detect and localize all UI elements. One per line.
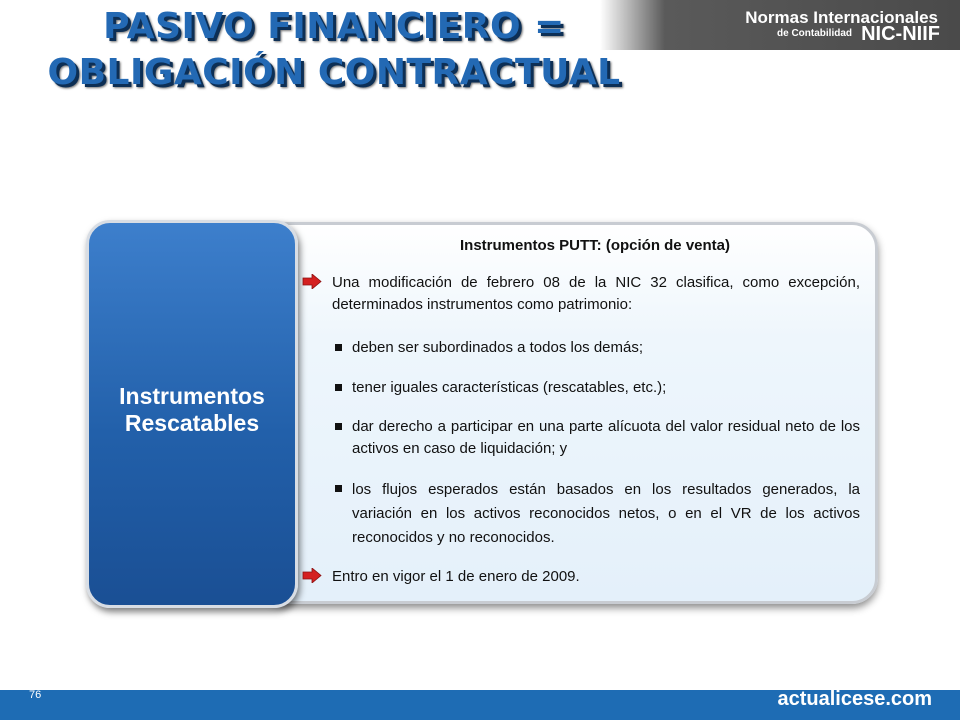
list-item: [352, 478, 860, 550]
list-item: [352, 377, 860, 399]
list-item: [352, 337, 860, 359]
content-heading: Instrumentos PUTT: (opción de venta): [459, 237, 730, 254]
brand-line-2-large: NIC-NIIF: [861, 23, 940, 45]
red-arrow-icon: [302, 274, 322, 289]
paragraph-1: [332, 272, 860, 316]
brand-line-2-small: de Contabilidad: [777, 28, 852, 39]
square-bullet-icon: [335, 344, 342, 351]
list-item-text: deben ser subordinados a todos los demás;: [352, 339, 644, 356]
side-label: [89, 383, 295, 437]
square-bullet-icon: [335, 384, 342, 391]
site-logo-text: actualicese.com: [777, 688, 932, 710]
slide-title: [14, 4, 654, 96]
list-item-text: tener iguales características (rescatables, etc.);: [352, 379, 667, 396]
list-item-text: los flujos esperados están basados en los resultados generados, la variación en los activos reconocidos netos, o en el VR de los activos reconocidos y no reconocidos.: [352, 481, 860, 546]
paragraph-1-text: Una modificación de febrero 08 de la NIC 32 clasifica, como excepción, determinados instrumentos como patrimonio:: [332, 274, 860, 313]
title-line-1: PASIVO FINANCIERO =: [103, 6, 565, 47]
square-bullet-icon: [335, 423, 342, 430]
square-bullet-icon: [335, 485, 342, 492]
red-arrow-icon: [302, 568, 322, 583]
title-line-2: OBLIGACIÓN CONTRACTUAL: [47, 52, 621, 93]
side-label-line-1: Instrumentos: [119, 383, 265, 409]
brand-line-1: Normas Internacionales: [745, 8, 938, 27]
side-label-box: [86, 220, 298, 608]
list-item: [352, 416, 860, 460]
page-number: 76: [29, 689, 42, 701]
paragraph-2: [332, 566, 860, 588]
list-item-text: dar derecho a participar en una parte alícuota del valor residual neto de los activos en caso de liquidación; y: [352, 418, 860, 457]
side-label-line-2: Rescatables: [124, 410, 260, 436]
brand-banner: [600, 0, 960, 50]
paragraph-2-text: Entro en vigor el 1 de enero de 2009.: [332, 568, 580, 585]
